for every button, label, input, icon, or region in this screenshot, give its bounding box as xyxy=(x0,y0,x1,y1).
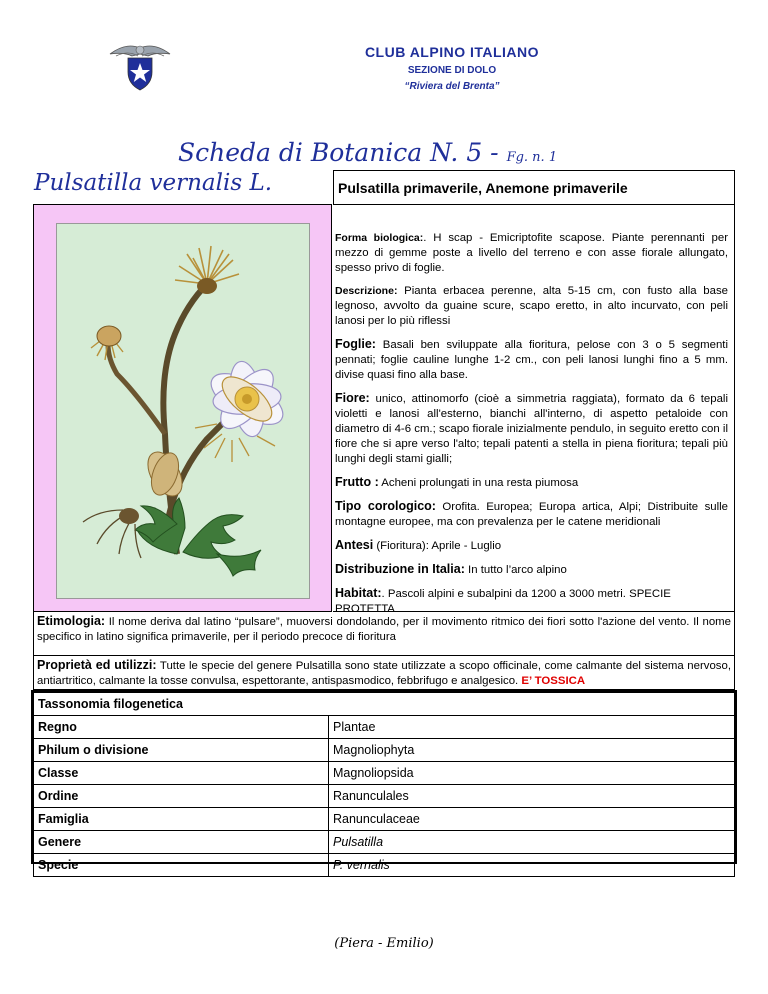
taxon-rank: Classe xyxy=(34,762,329,785)
toxic-warning: E’ TOSSICA xyxy=(521,675,586,687)
etymology-section xyxy=(33,612,735,656)
taxon-rank: Regno xyxy=(34,716,329,739)
table-row xyxy=(34,785,735,808)
latin-name: Pulsatilla vernalis L. xyxy=(34,170,273,196)
taxon-value: Magnoliophyta xyxy=(329,739,735,762)
antesi-label: Antesi xyxy=(335,538,374,552)
forma-text: . H scap - Emicriptofite scapose. Piante perennanti per mezzo di gemme poste a livello del terreno e con asse fiorale allungato, spesso privo di foglie. xyxy=(335,232,728,274)
fiore xyxy=(335,391,728,467)
habitat-text: . Pascoli alpini e subalpini da 1200 a 3000 metri. SPECIE PROTETTA xyxy=(335,588,671,615)
description-panel xyxy=(333,204,735,615)
page-header xyxy=(0,0,768,110)
club-name: CLUB ALPINO ITALIANO xyxy=(364,44,540,60)
tipo-label: Tipo corologico: xyxy=(335,499,436,513)
forma-label: Forma biologica: xyxy=(335,232,424,244)
page-title xyxy=(178,138,557,167)
footer-authors: (Piera - Emilio) xyxy=(334,936,434,951)
taxonomy-table xyxy=(33,692,735,877)
table-row xyxy=(34,831,735,854)
taxon-value: Plantae xyxy=(329,716,735,739)
properties-label: Proprietà ed utilizzi: xyxy=(37,658,157,672)
etymology-text: Il nome deriva dal latino “pulsare”, muoversi dondolando, per il movimento ritmico dei fiori sotto l'azione del vento. Il nome specifico in latino significa primaverile, per il periodo precoce di fioritura xyxy=(37,616,731,643)
distr-label: Distribuzione in Italia: xyxy=(335,562,465,576)
forma-biologica xyxy=(335,231,728,276)
taxon-rank: Famiglia xyxy=(34,808,329,831)
taxonomy-header-row xyxy=(34,693,735,716)
etymology-label: Etimologia: xyxy=(37,614,106,628)
antesi-text: (Fioritura): Aprile - Luglio xyxy=(373,540,502,552)
properties-text: Tutte le specie del genere Pulsatilla sono state utilizzate a scopo officinale, come calmante del sistema nervoso, antiartritico, calmante la tosse convulsa, espettorante, antispasmodico, febbrifugo e analgesico. xyxy=(37,660,731,687)
taxon-value: Ranunculales xyxy=(329,785,735,808)
title-sheet-number: Fg. n. 1 xyxy=(506,150,558,165)
distr-text: In tutto l’arco alpino xyxy=(464,564,567,576)
common-names: Pulsatilla primaverile, Anemone primaverile xyxy=(333,170,735,204)
taxon-value: Pulsatilla xyxy=(329,831,735,854)
table-row xyxy=(34,739,735,762)
taxonomy-header: Tassonomia filogenetica xyxy=(34,693,735,716)
antesi xyxy=(335,538,728,554)
frutto xyxy=(335,475,728,491)
botanical-plate xyxy=(56,223,310,599)
tipo-corologico xyxy=(335,499,728,530)
table-row xyxy=(34,716,735,739)
club-subsection: “Riviera del Brenta” xyxy=(404,81,500,92)
foglie-label: Foglie: xyxy=(335,337,376,351)
table-row xyxy=(34,808,735,831)
fiore-text: unico, attinomorfo (cioè a simmetria raggiata), formato da 6 tepali violetti e lanosi all'esterno, bianchi all'interno, di aspetto petaloide con diametro di 4-6 cm.; scapo fiorale inizialmente pendulo, in seguito eretto con il fiore che si apre verso l'alto; tepali patenti a stella in piena fioritura; tepali più lunghi degli stami gialli; xyxy=(335,393,728,465)
taxon-value: Magnoliopsida xyxy=(329,762,735,785)
habitat-label: Habitat: xyxy=(335,586,382,600)
properties-section xyxy=(33,656,735,690)
descrizione xyxy=(335,284,728,329)
descr-label: Descrizione: xyxy=(335,285,398,297)
taxon-rank: Genere xyxy=(34,831,329,854)
taxon-rank: Ordine xyxy=(34,785,329,808)
illustration-panel xyxy=(33,204,332,612)
tipo-text: Orofita. Europea; Europa artica, Alpi; Distribuite sulle montagne europee, ma con prevalenza per le catene meridionali xyxy=(335,501,728,528)
distribuzione xyxy=(335,562,728,578)
table-row xyxy=(34,854,735,877)
taxon-rank: Specie xyxy=(34,854,329,877)
fiore-label: Fiore: xyxy=(335,391,370,405)
club-section: SEZIONE DI DOLO xyxy=(407,65,497,76)
foglie xyxy=(335,337,728,383)
title-main: Scheda di Botanica N. 5 - xyxy=(178,138,507,167)
pulsatilla-illustration-icon xyxy=(57,224,309,598)
taxon-rank: Philum o divisione xyxy=(34,739,329,762)
frutto-label: Frutto : xyxy=(335,475,379,489)
taxon-value: P. vernalis xyxy=(329,854,735,877)
frutto-text: Acheni prolungati in una resta piumosa xyxy=(378,477,579,489)
taxon-value: Ranunculaceae xyxy=(329,808,735,831)
descr-text: Pianta erbacea perenne, alta 5-15 cm, con fusto alla base legnoso, avvolto da guaine scure, scapo eretto, in alto incurvato, con peli lanosi per lo più riflessi xyxy=(335,285,728,327)
table-row xyxy=(34,762,735,785)
foglie-text: Basali ben sviluppate alla fioritura, pelose con 3 o 5 segmenti pennati; foglie cauline lunghe 1-2 cm., con peli lanosi lunghi fino a 5 mm. divise quasi fino alla base. xyxy=(335,339,728,381)
